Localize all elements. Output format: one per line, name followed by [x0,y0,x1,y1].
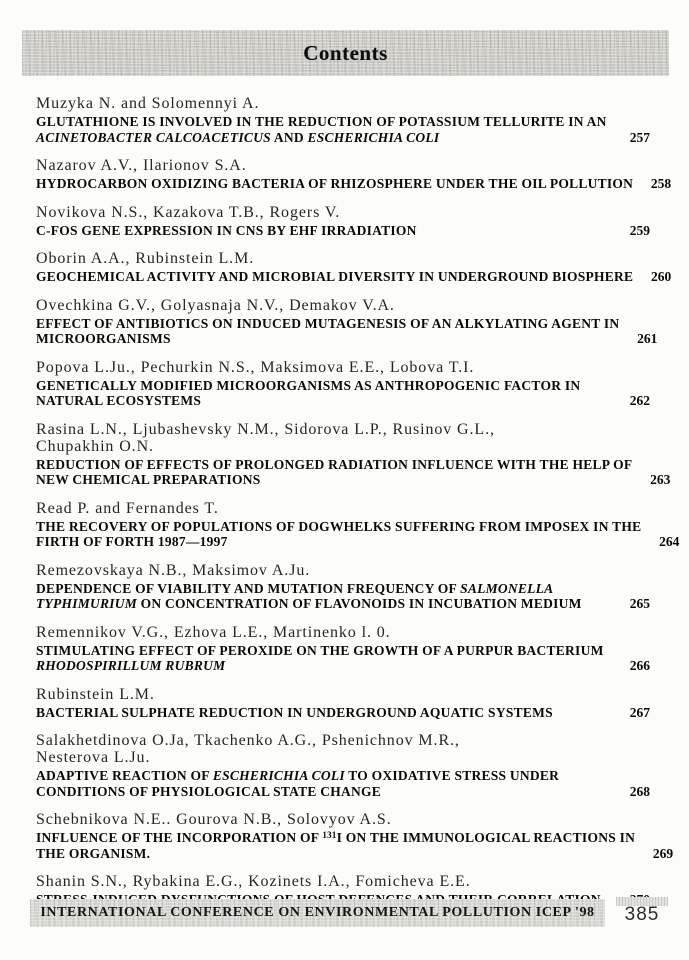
entry-authors [36,421,652,455]
entry-authors [36,686,652,703]
entry-authors [36,297,652,314]
title-segment: AND [270,129,308,145]
entry-authors [36,95,652,112]
title-segment: TO OXIDATIVE STRESS UNDER [344,768,560,783]
toc-entry [36,562,652,612]
title-line [36,519,641,535]
title-line [36,768,612,784]
toc-entry [36,95,652,145]
entry-page-number: 269 [652,845,674,861]
title-segment: CONDITIONS OF PHYSIOLOGICAL STATE CHANGE [36,783,382,799]
entry-authors [36,500,652,517]
title-segment: REDUCTION OF EFFECTS OF PROLONGED RADIATION INFLUENCE WITH THE HELP OF [36,456,633,472]
title-segment: THE ORGANISM. [36,845,151,861]
title-line [36,457,632,473]
title-line [36,830,635,846]
author-line: Rubinstein L.M. [36,685,155,703]
entry-page-number: 266 [629,658,650,673]
title-line [36,846,635,862]
entry-page-number: 265 [629,596,650,611]
author-line: Ovechkina G.V., Golyasnaja N.V., Demakov V.A. [36,296,395,314]
entry-authors [36,562,652,579]
title-segment-italic: ACINETOBACTER CALCOACETICUS [36,129,271,145]
title-line [36,705,612,721]
author-line: Remezovskaya N.B., Maksimov A.Ju. [36,561,311,579]
author-line: Salakhetdinova O.Ja, Tkachenko A.G., Pshenichnov M.R., [36,732,460,749]
title-segment-italic: RHODOSPIRILLUM RUBRUM [36,658,226,673]
title-segment: INFLUENCE OF THE INCORPORATION OF [36,830,323,845]
entry-page-number: 267 [629,704,650,720]
entry-title [36,519,641,550]
entry-page-number: 261 [637,331,658,346]
page-title: Contents [303,40,388,65]
entry-page-number: 268 [629,783,650,799]
entry-authors [36,359,652,376]
entry-title [36,457,632,488]
title-line [36,784,612,800]
entry-body [36,581,652,612]
entry-title [36,830,635,861]
toc-entry [36,296,658,347]
title-segment: GENETICALLY MODIFIED MICROORGANISMS AS ANTHROPOGENIC FACTOR IN [36,377,581,393]
toc-entry [36,499,680,550]
author-line: Novikova N.S., Kazakova T.B., Rogers V. [36,203,341,221]
entry-title [36,176,633,192]
entry-page-number: 257 [629,129,650,145]
footer-bar [30,899,605,927]
title-segment: BACTERIAL SULPHATE REDUCTION IN UNDERGROUND AQUATIC SYSTEMS [36,704,553,720]
entry-title [36,643,612,674]
entry-title [36,114,612,145]
title-segment: MICROORGANISMS [36,331,171,346]
title-line [36,378,612,394]
title-segment: ADAPTIVE REACTION OF [36,768,213,783]
entry-body [36,315,658,347]
toc-entry [36,732,652,799]
author-line: Shanin S.N., Rybakina E.G., Kozinets I.A., Fomicheva E.E. [36,873,471,890]
folio-page-number: 385 [624,904,660,925]
title-segment: EFFECT OF ANTIBIOTICS ON INDUCED MUTAGENESIS OF AN ALKYLATING AGENT IN [36,315,620,331]
title-segment: NEW CHEMICAL PREPARATIONS [36,472,261,487]
author-line: Nazarov A.V., Ilarionov S.A. [36,157,247,174]
title-segment: FIRTH OF FORTH 1987—1997 [36,534,228,549]
entry-authors [36,873,652,890]
title-segment-italic: ESCHERICHIA COLI [212,768,345,783]
title-segment: GLUTATHIONE IS INVOLVED IN THE REDUCTION OF POTASSIUM TELLURITE IN AN [36,114,607,129]
entry-title [36,378,612,409]
entry-body [36,378,652,409]
entry-body [36,643,652,674]
title-segment: I ON THE IMMUNOLOGICAL REACTIONS IN [336,830,636,845]
title-segment-italic: SALMONELLA [460,580,554,596]
title-line [36,316,619,332]
entry-body [36,518,680,550]
title-segment: GEOCHEMICAL ACTIVITY AND MICROBIAL DIVERSITY IN UNDERGROUND BIOSPHERE [36,269,634,284]
title-segment: HYDROCARBON OXIDIZING BACTERIA OF RHIZOSPHERE UNDER THE OIL POLLUTION [36,176,634,191]
title-line [36,269,633,285]
entry-body [36,223,652,239]
author-line: Remennikov V.G., Ezhova L.E., Martinenko l. 0. [36,623,391,641]
toc-entry [36,204,652,239]
toc-entry [36,157,672,192]
title-line [36,223,612,239]
title-line [36,472,632,488]
author-line: Muzyka N. and Solomennyi A. [36,95,260,112]
entry-page-number: 263 [650,472,671,487]
footer-conference-title: INTERNATIONAL CONFERENCE ON ENVIRONMENTAL POLLUTION ICEP '98 [40,905,595,920]
entry-body [36,114,652,145]
title-line [36,176,633,192]
toc-entry [36,359,652,409]
title-segment-superscript: 131 [322,830,337,840]
entry-title [36,768,612,799]
entry-body [36,705,652,721]
author-line: Nesterova L.Ju. [36,749,151,766]
title-segment: STIMULATING EFFECT OF PEROXIDE ON THE GROWTH OF A PURPUR BACTERIUM [36,642,604,658]
title-line [36,596,612,612]
entry-title [36,316,619,347]
entry-authors [36,157,652,174]
title-line [36,114,612,130]
title-line [36,581,612,597]
entry-authors [36,624,652,641]
entry-authors [36,732,652,766]
title-segment: NATURAL ECOSYSTEMS [36,393,202,408]
title-segment: THE RECOVERY OF POPULATIONS OF DOGWHELKS SUFFERING FROM IMPOSEX IN THE [36,518,642,534]
entry-page-number: 259 [629,222,650,238]
title-line [36,643,612,659]
title-line [36,393,612,409]
title-segment-italic: ESCHERICHIA COLI [307,129,440,145]
entry-body [36,269,672,285]
toc-entry [36,250,672,285]
entry-authors [36,204,652,221]
entry-page-number: 260 [650,269,672,284]
title-segment-italic: TYPHIMURIUM [36,596,138,611]
title-line [36,658,612,674]
title-line [36,130,612,146]
title-line [36,534,641,550]
toc-entry [36,811,674,861]
author-line: Oborin A.A., Rubinstein L.M. [36,250,255,267]
author-line: Popova L.Ju., Pechurkin N.S., Maksimova E.E., Lobova T.I. [36,358,475,376]
entry-page-number: 262 [629,393,650,408]
author-line: Read P. and Fernandes T. [36,499,219,517]
contents-header-band [22,30,669,76]
entry-body [36,830,674,861]
title-segment: DEPENDENCE OF VIABILITY AND MUTATION FREQUENCY OF [36,580,461,596]
author-line: Chupakhin O.N. [36,437,154,455]
toc-entry [36,420,671,488]
entry-title [36,581,612,612]
entry-page-number: 264 [659,534,680,549]
entry-body [36,768,652,799]
toc-entry [36,686,652,721]
entry-page-number: 258 [650,176,672,191]
title-segment: ON CONCENTRATION OF FLAVONOIDS IN INCUBATION MEDIUM [137,596,582,611]
toc-entries [36,95,680,920]
entry-authors [36,250,652,267]
entry-authors [36,811,652,828]
toc-entry [36,624,652,674]
title-line [36,331,619,347]
entry-body [36,176,672,192]
author-line: Schebnikova N.E.. Gourova N.B., Solovyov A.S. [36,811,392,828]
entry-title [36,705,612,721]
author-line: Rasina L.N., Ljubashevsky N.M., Sidorova L.P., Rusinov G.L., [36,420,495,438]
entry-title [36,269,633,285]
title-segment: C-FOS GENE EXPRESSION IN CNS BY EHF IRRADIATION [36,222,417,238]
entry-title [36,223,612,239]
entry-body [36,456,671,488]
